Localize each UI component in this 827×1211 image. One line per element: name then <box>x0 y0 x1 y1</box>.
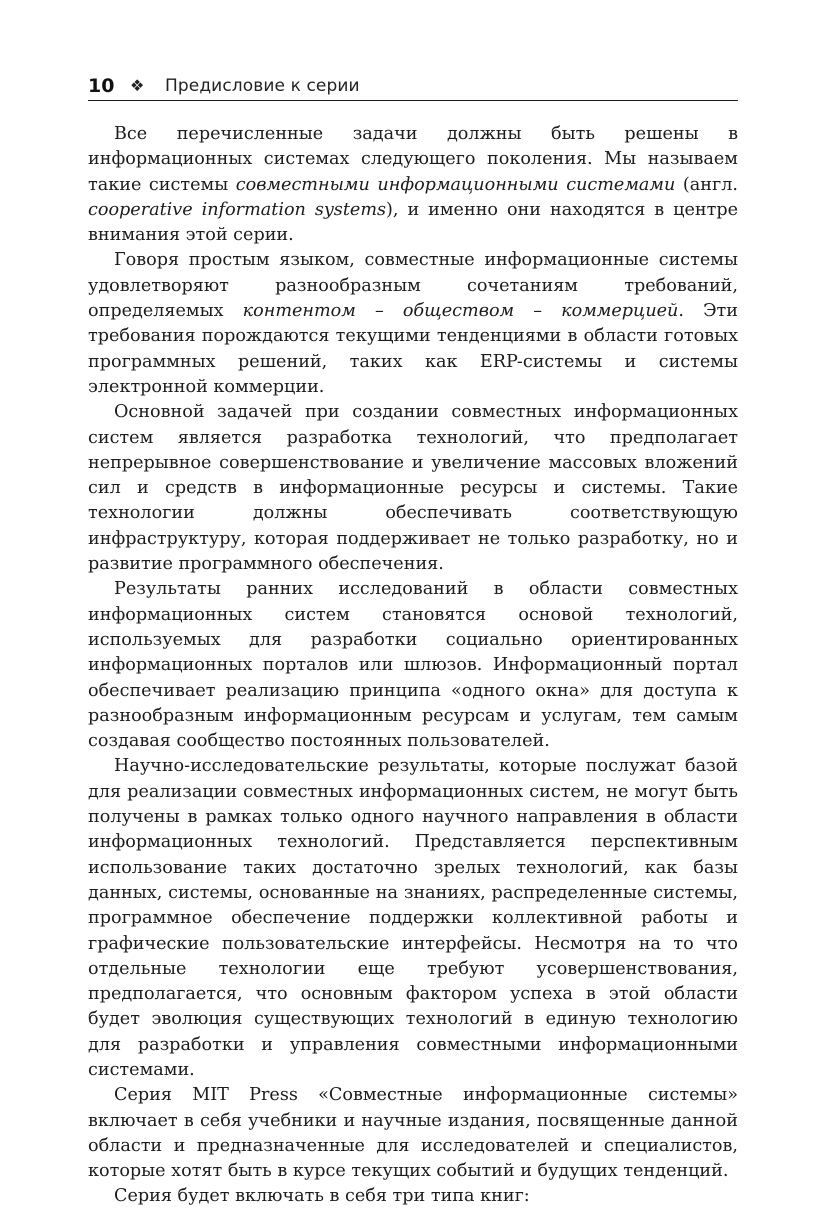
paragraph-3: Основной задачей при создании совместных информационных систем является разработка технологий, что предполагает непрерывное совершенствование и увеличение массовых вложений сил и средств в информационные ресурсы и системы. Такие технологии должны обеспечивать соответствующую инфраструктуру, которая поддерживает не только разработку, но и развитие программного обеспечения. <box>88 402 738 575</box>
paragraph-4: Результаты ранних исследований в области совместных информационных систем становятся основой технологий, используемых для разработки социально ориентированных информационных порталов или шлюзов. Информационный портал обеспечивает реализацию принципа «одного окна» для доступа к разнообразным информационным ресурсам и услугам, тем самым создавая сообщество постоянных пользователей. <box>88 579 738 752</box>
body-text <box>88 122 738 1210</box>
ornament-icon: ❖ <box>130 76 145 95</box>
italic-term: контентом – обществом – коммерцией <box>242 301 679 322</box>
page-number: 10 <box>88 75 115 97</box>
running-title: Предисловие к серии <box>165 76 360 96</box>
paragraph-7: Серия будет включать в себя три типа книг: <box>114 1186 530 1207</box>
italic-term: cooperative information systems <box>88 199 387 220</box>
running-header <box>88 74 738 101</box>
paragraph-1: Все перечисленные задачи должны быть решены в информационных системах следующего поколения. Мы называем такие системы совместными информационными системами (англ. cooperative information systems), и именно они находятся в центре внимания этой серии. <box>88 124 739 246</box>
paragraph-6: Серия MIT Press «Совместные информационные системы» включает в себя учебники и научные издания, посвященные данной области и предназначенные для исследователей и специалистов, которые хотят быть в курсе текущих событий и будущих тенденций. <box>88 1085 738 1182</box>
paragraph-5: Научно-исследовательские результаты, которые послужат базой для реализации совместных информационных систем, не могут быть получены в рамках только одного научного направления в области информационных технологий. Представляется перспективным использование таких достаточно зрелых технологий, как базы данных, системы, основанные на знаниях, распределенные системы, программное обеспечение поддержки коллективной работы и графические пользовательские интерфейсы. Несмотря на то что отдельные технологии еще требуют усовершенствования, предполагается, что основным фактором успеха в этой области будет эволюция существующих технологий в единую технологию для разработки и управления совместными информационными системами. <box>88 756 738 1080</box>
italic-term: совместными информационными системами <box>235 174 676 195</box>
paragraph-2: Говоря простым языком, совместные информационные системы удовлетворяют разнообразным сочетаниям требований, определяемых контентом – обществом – коммерцией. Эти требования порождаются текущими тенденциями в области готовых программных решений, таких как ERP-системы и системы электронной коммерции. <box>88 250 738 397</box>
